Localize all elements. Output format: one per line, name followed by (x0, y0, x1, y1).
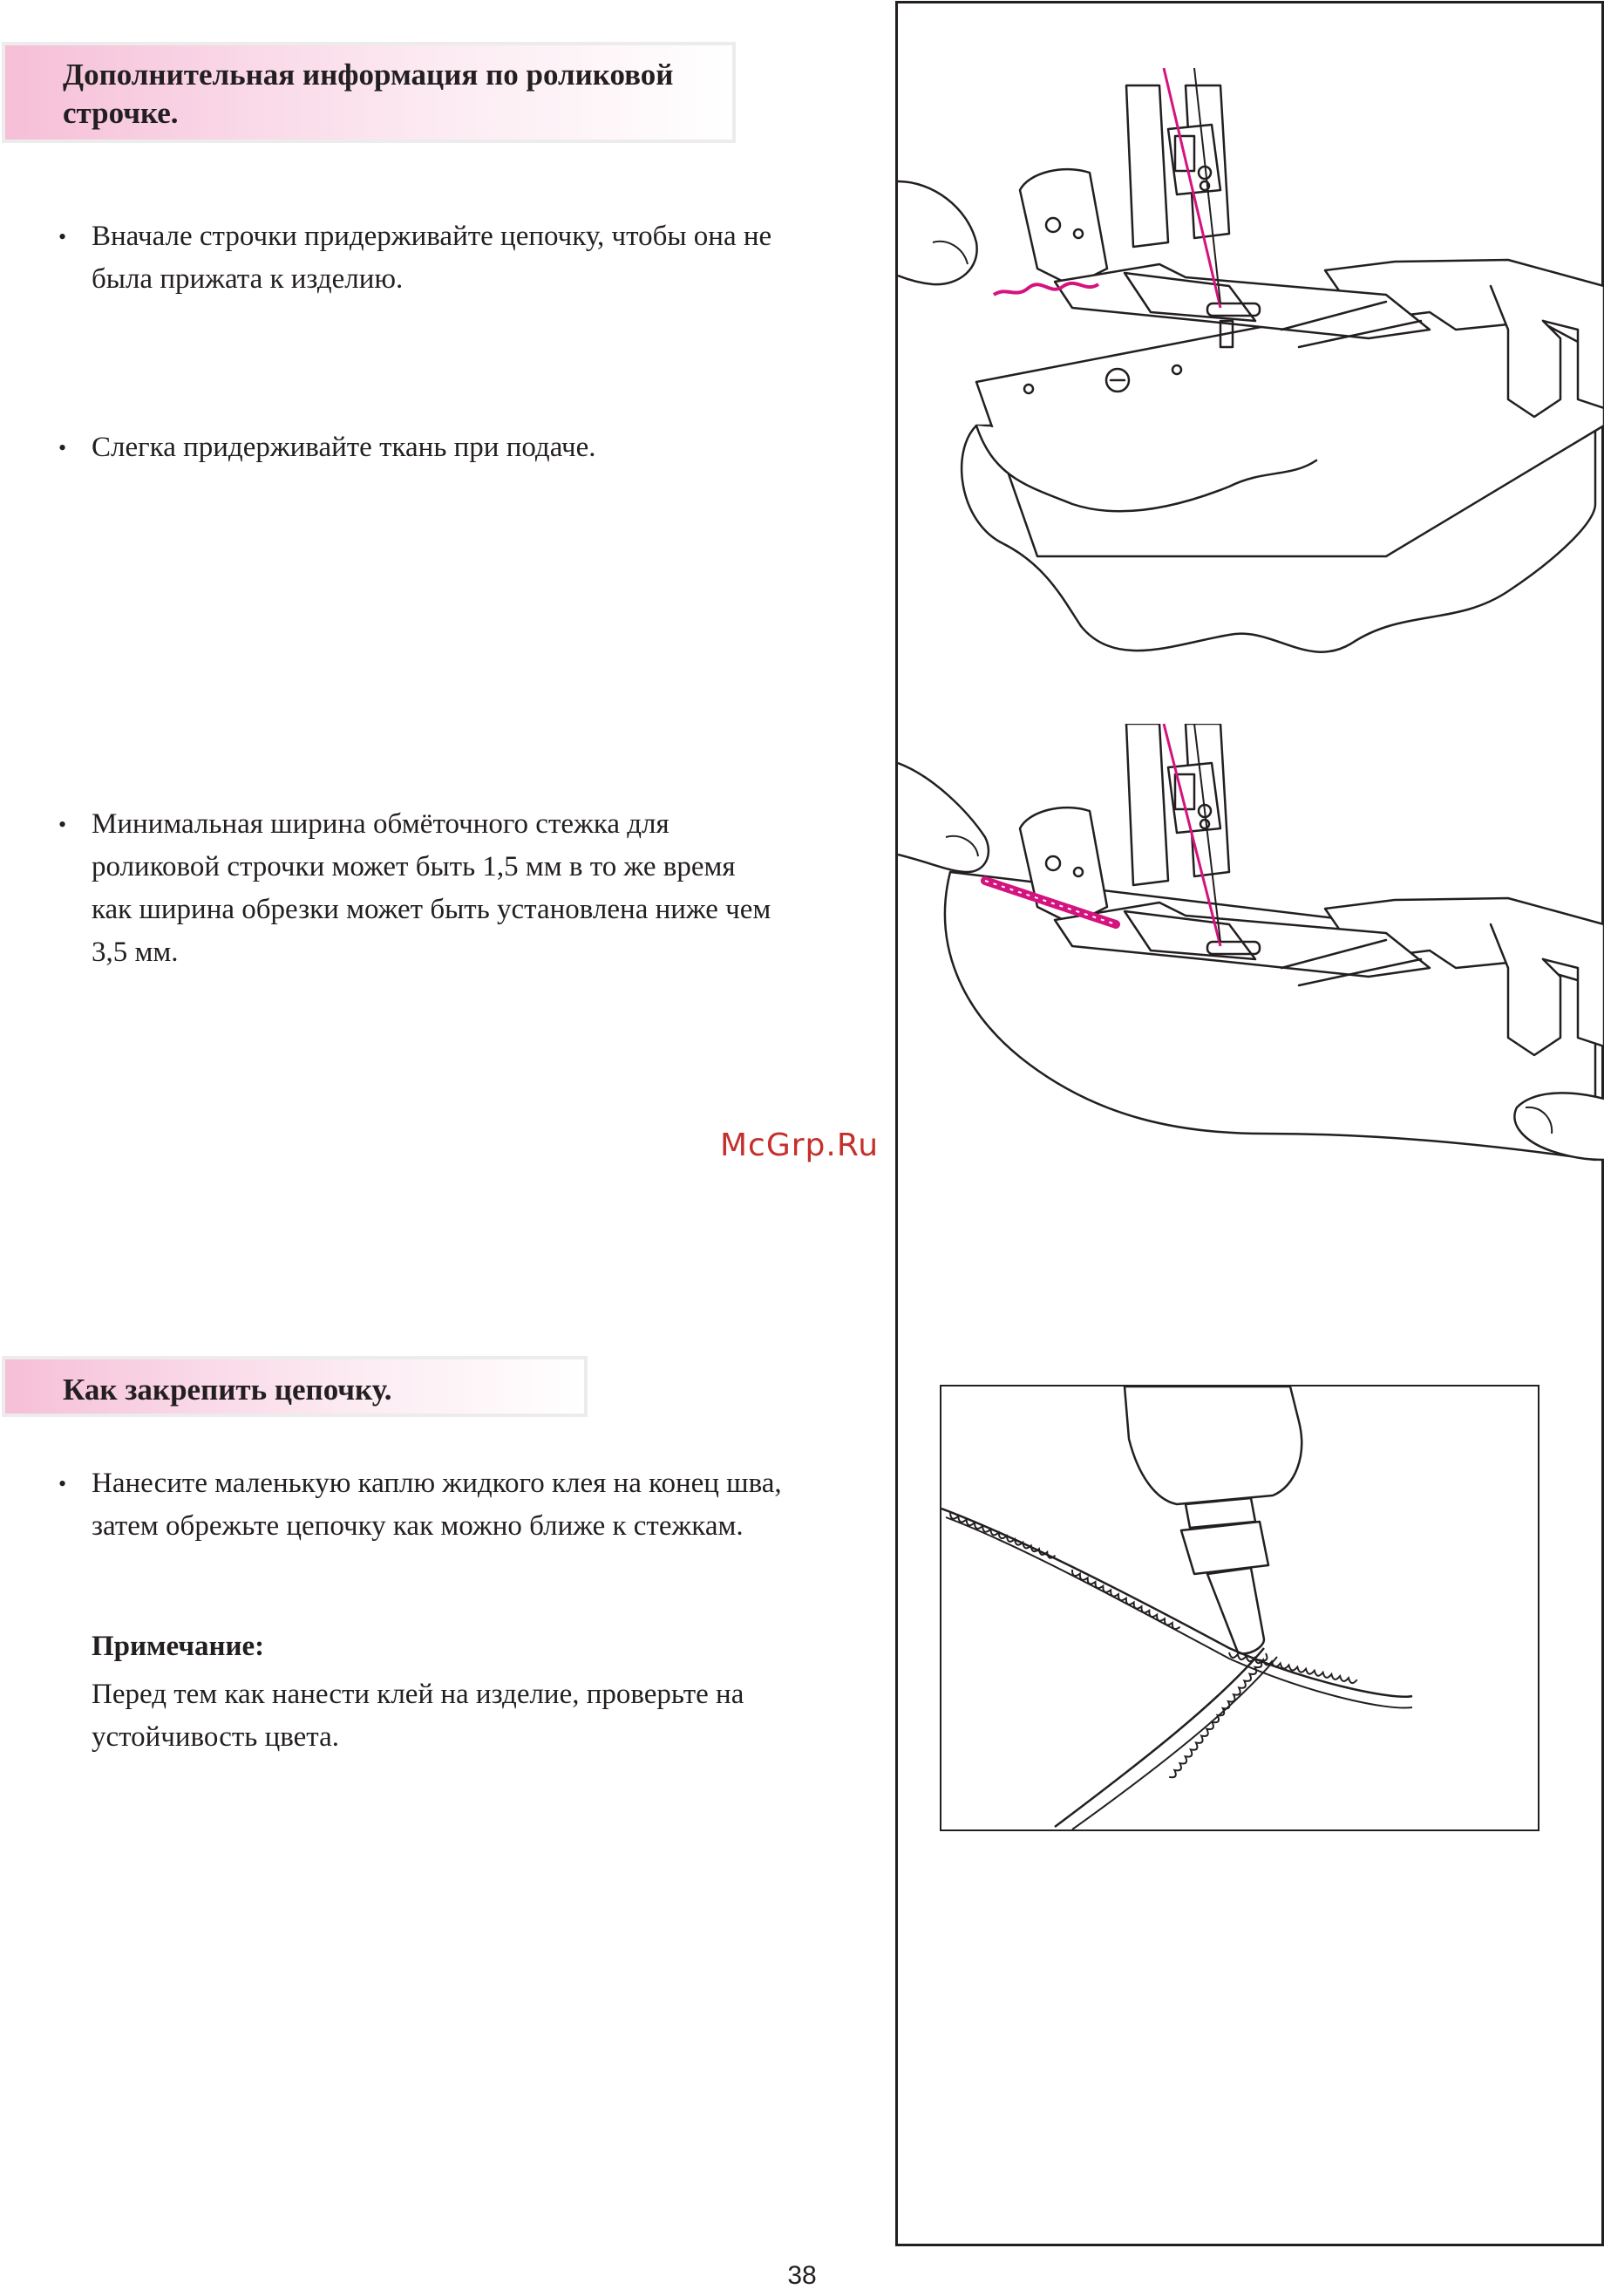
section-heading-text: Как закрепить цепочку. (63, 1373, 392, 1407)
bullet-icon: • (58, 1471, 67, 1496)
bullet-text: Вначале строчки придерживайте цепочку, чтобы она не была прижата к изделию. (92, 221, 772, 295)
section-heading-rolled-hem (2, 42, 736, 143)
bullet-text: Слегка придерживайте ткань при подаче. (92, 432, 596, 463)
bullet-item (58, 215, 778, 301)
bullet-item (58, 803, 778, 974)
bullet-icon: • (58, 224, 67, 249)
page-number: 38 (787, 2261, 817, 2290)
bullet-item (58, 1462, 795, 1548)
bullet-item (58, 426, 778, 469)
watermark-text: McGrp.Ru (720, 1128, 880, 1163)
bullet-text: Минимальная ширина обмёточного стежка для роликовой строчки может быть 1,5 мм в то же время как ширина обрезки может быть установлена ниже чем 3,5 мм. (92, 808, 771, 968)
note-title: Примечание: (92, 1631, 265, 1662)
bullet-text: Нанесите маленькую каплю жидкого клея на конец шва, затем обрежьте цепочку как можно ближе к стежкам. (92, 1468, 782, 1542)
serger-foot-chain-held-icon (898, 68, 1604, 722)
section-heading-text: Дополнительная информация по роликовой строчке. (63, 58, 674, 130)
note-text: Перед тем как нанести клей на изделие, проверьте на устойчивость цвета. (92, 1679, 744, 1753)
serger-foot-fabric-fed-icon (898, 724, 1604, 1212)
bullet-icon: • (58, 435, 67, 460)
glue-bottle-chain-icon (940, 1385, 1539, 1831)
section-heading-secure-chain (2, 1356, 588, 1417)
bullet-icon: • (58, 812, 67, 837)
